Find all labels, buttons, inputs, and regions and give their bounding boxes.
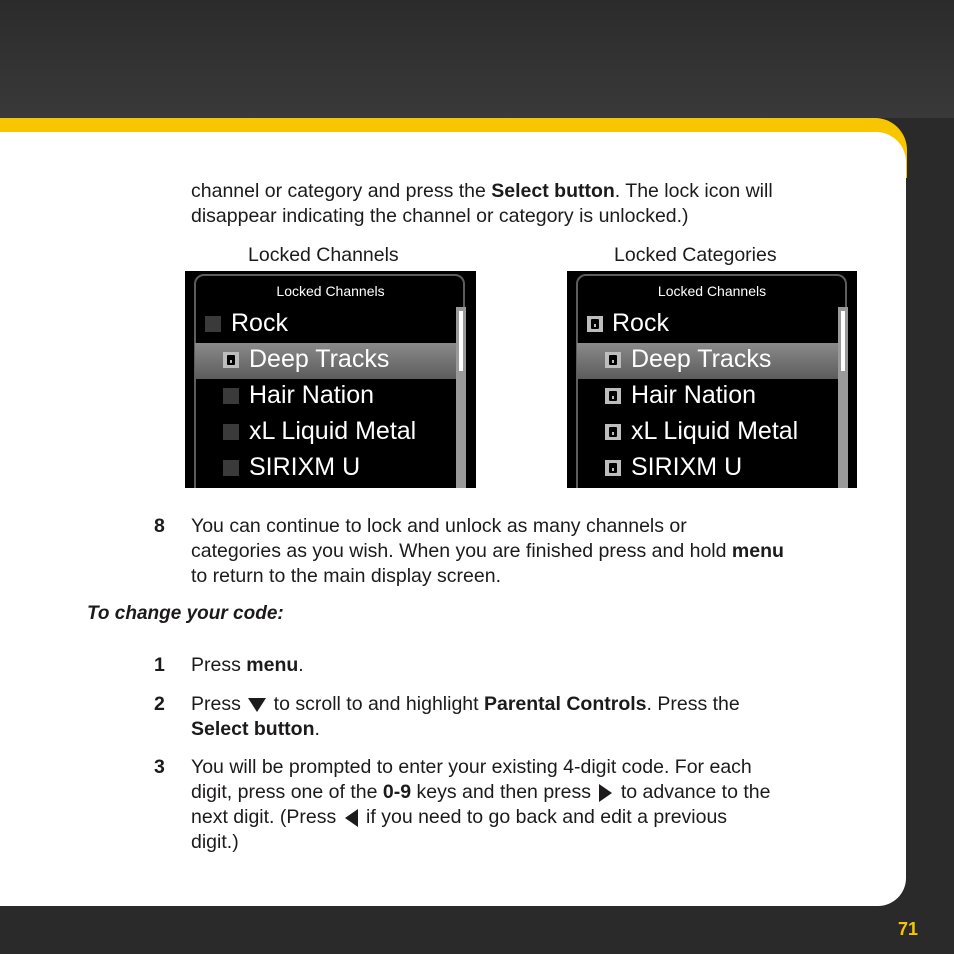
intro-line-1: channel or category and press the Select button. The lock icon will <box>191 180 773 202</box>
step-number: 2 <box>154 693 165 715</box>
list-item-label: Hair Nation <box>249 381 375 409</box>
arrow-down-icon <box>248 698 266 712</box>
list-item-label: Rock <box>231 309 288 337</box>
caption-locked-categories: Locked Categories <box>614 244 777 266</box>
list-item[interactable] <box>195 451 458 487</box>
step-number: 8 <box>154 515 165 537</box>
step3-line-3: next digit. (Press if you need to go back and edit a previous <box>191 806 728 828</box>
scrollbar-thumb[interactable] <box>841 311 845 371</box>
step3-line-2: digit, press one of the 0-9 keys and then press to advance to the <box>191 781 771 803</box>
list-item[interactable] <box>577 415 840 451</box>
lock-icon <box>605 424 621 440</box>
top-band <box>0 0 954 118</box>
page-number: 71 <box>898 919 919 939</box>
list-item[interactable] <box>195 379 458 415</box>
list-item[interactable] <box>577 379 840 415</box>
list-item-label: Rock <box>612 309 669 337</box>
lock-icon <box>605 352 621 368</box>
square-icon <box>223 424 239 440</box>
step3-line-4: digit.) <box>191 831 239 853</box>
list-item-highlighted[interactable] <box>577 343 840 379</box>
list-item-label: Hair Nation <box>631 381 757 409</box>
arrow-right-icon <box>599 784 612 802</box>
section-heading: To change your code: <box>87 603 284 624</box>
step8-line-2: categories as you wish. When you are finished press and hold menu <box>191 540 784 562</box>
arrow-left-icon <box>345 809 358 827</box>
list-item-highlighted[interactable] <box>195 343 458 379</box>
screen-title: Locked Channels <box>657 283 767 299</box>
step2-line-2: Select button. <box>191 718 320 740</box>
square-icon <box>223 388 239 404</box>
list-item[interactable] <box>577 451 840 487</box>
lock-icon <box>605 388 621 404</box>
scrollbar-thumb[interactable] <box>459 311 463 371</box>
intro-line-2: disappear indicating the channel or category is unlocked.) <box>191 205 689 227</box>
screen-title: Locked Channels <box>276 283 385 299</box>
lock-icon <box>605 460 621 476</box>
step2-line-1: Press to scroll to and highlight Parental Controls. Press the <box>191 693 740 715</box>
list-item[interactable] <box>195 415 458 451</box>
device-screen-channels <box>185 271 476 488</box>
list-item-label: SIRIXM U <box>631 453 743 481</box>
list-item[interactable] <box>577 307 840 343</box>
square-icon <box>223 460 239 476</box>
list-item-label: Deep Tracks <box>631 345 772 373</box>
device-screen-categories <box>567 271 857 488</box>
list-item[interactable] <box>195 307 458 343</box>
list-item-label: SIRIXM U <box>249 453 361 481</box>
step8-line-3: to return to the main display screen. <box>191 565 501 587</box>
list-item-label: xL Liquid Metal <box>249 417 417 445</box>
step1-line: Press menu. <box>191 654 304 676</box>
list-item-label: xL Liquid Metal <box>631 417 799 445</box>
step-number: 3 <box>154 756 165 778</box>
step3-line-1: You will be prompted to enter your existing 4-digit code. For each <box>191 756 752 778</box>
lock-icon <box>587 316 603 332</box>
list-item-label: Deep Tracks <box>249 345 390 373</box>
lock-icon <box>223 352 239 368</box>
step8-line-1: You can continue to lock and unlock as many channels or <box>191 515 687 537</box>
caption-locked-channels: Locked Channels <box>248 244 399 266</box>
step-number: 1 <box>154 654 165 676</box>
square-icon <box>205 316 221 332</box>
